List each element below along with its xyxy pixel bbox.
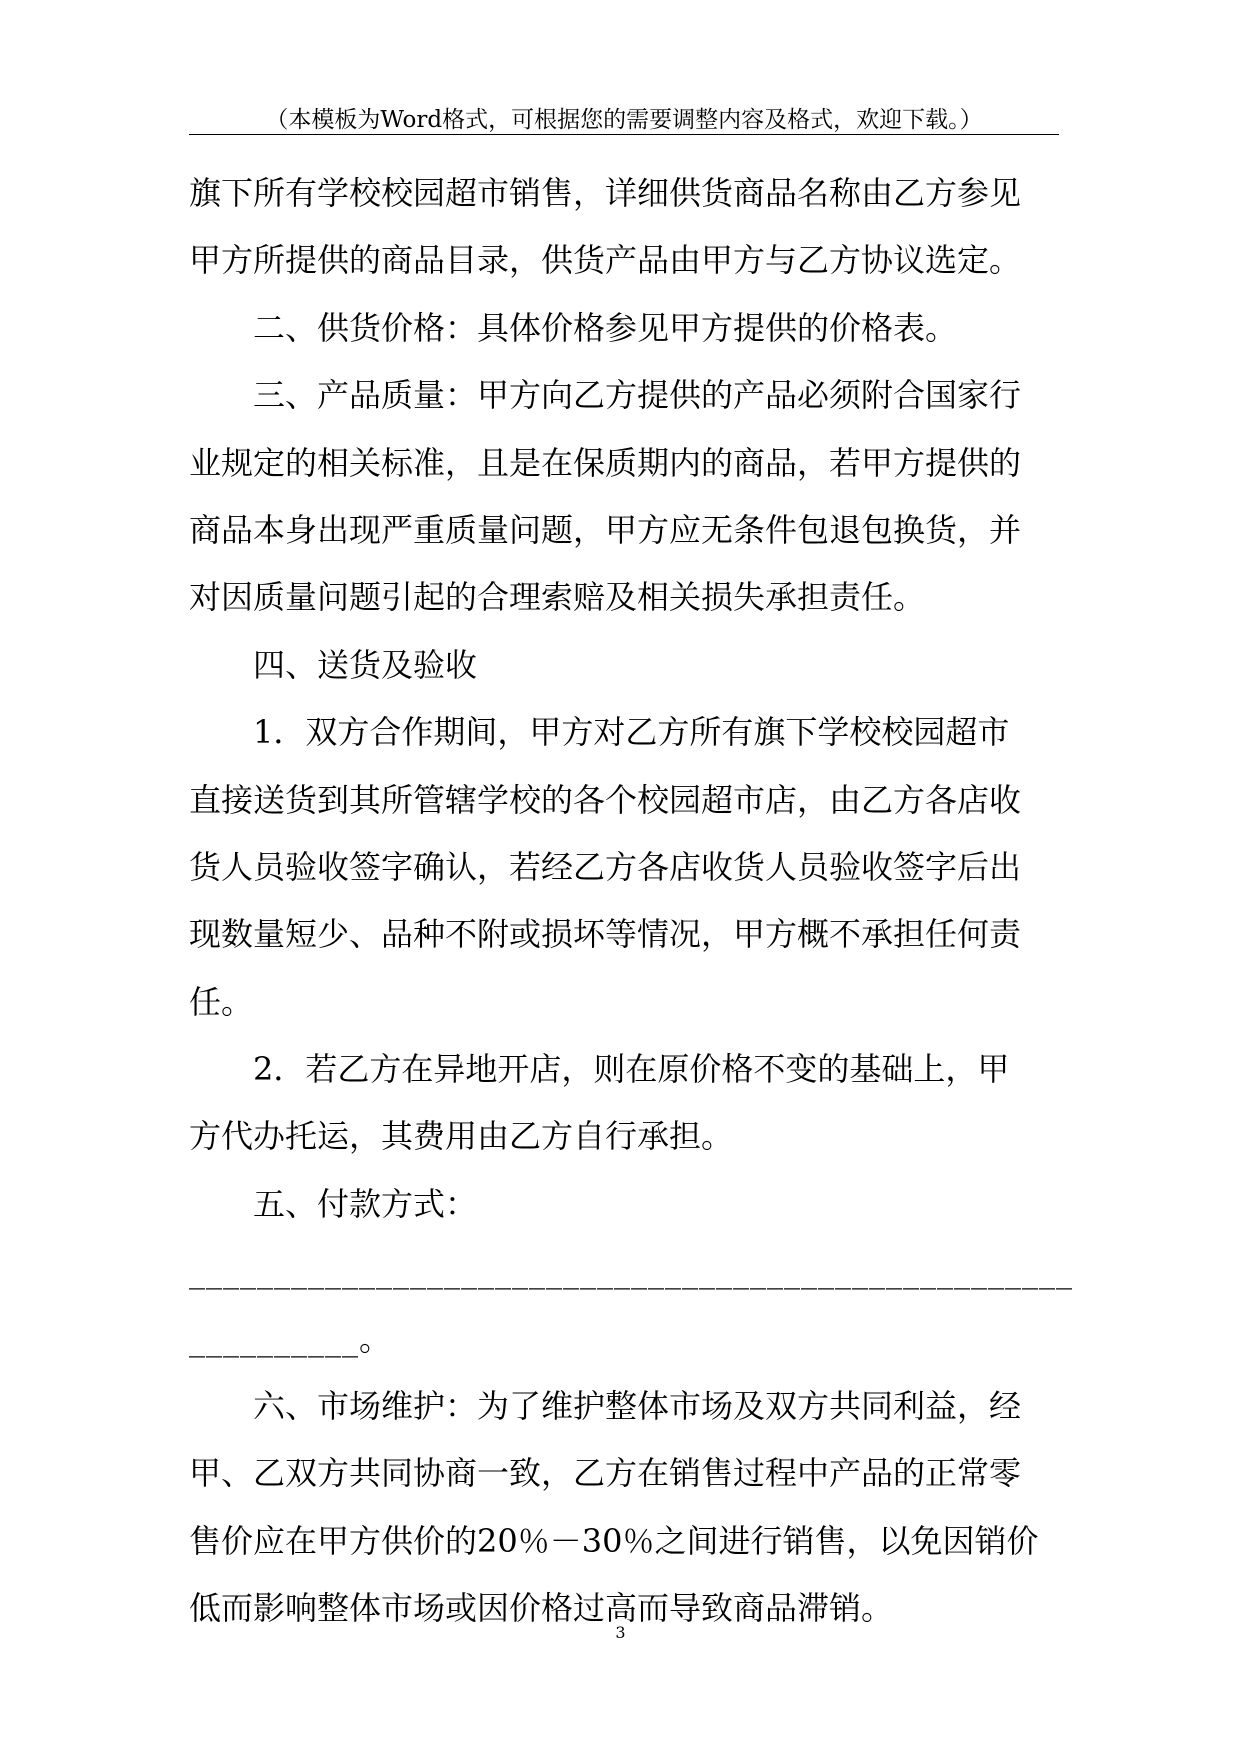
clause-item-1: 1．双方合作期间，甲方对乙方所有旗下学校校园超市: [253, 713, 1010, 752]
header-divider: [189, 134, 1059, 135]
body-line: 业规定的相关标准，且是在保质期内的商品，若甲方提供的: [189, 443, 1022, 482]
body-line: 现数量短少、品种不附或损坏等情况，甲方概不承担任何责: [189, 915, 1022, 954]
contract-body: [189, 160, 1073, 1643]
clause-item-2: 2．若乙方在异地开店，则在原价格不变的基础上，甲: [253, 1050, 1010, 1089]
body-line: 货人员验收签字确认，若经乙方各店收货人员验收签字后出: [189, 847, 1022, 886]
body-line: 方代办托运，其费用由乙方自行承担。: [189, 1117, 734, 1156]
body-line: 直接送货到其所管辖学校的各个校园超市店，由乙方各店收: [189, 780, 1022, 819]
body-line: 旗下所有学校校园超市销售，详细供货商品名称由乙方参见: [189, 174, 1022, 212]
body-line: 甲方所提供的商品目录，供货产品由甲方与乙方协议选定。: [189, 241, 1022, 280]
section-heading-supply-price: 二、供货价格：具体价格参见甲方提供的价格表。: [253, 308, 958, 347]
body-line: 商品本身出现严重质量问题，甲方应无条件包退包换货，并: [189, 510, 1022, 549]
section-heading-product-quality: 三、产品质量：甲方向乙方提供的产品必须附合国家行: [253, 376, 1022, 415]
body-line: 任。: [189, 982, 254, 1021]
payment-blank-line: ____________________________________________________: [189, 1252, 1073, 1291]
section-heading-payment: 五、付款方式：: [253, 1184, 478, 1223]
payment-blank-line-end: __________。: [189, 1319, 393, 1358]
body-line: 对因质量问题引起的合理索赔及相关损失承担责任。: [189, 578, 926, 617]
body-line: 低而影响整体市场或因价格过高而导致商品滞销。: [189, 1589, 894, 1628]
body-line: 售价应在甲方供价的20％－30％之间进行销售，以免因销价: [189, 1521, 1039, 1560]
section-heading-market-maintenance: 六、市场维护：为了维护整体市场及双方共同利益，经: [253, 1387, 1022, 1426]
template-header-note: （本模板为Word格式，可根据您的需要调整内容及格式，欢迎下载。）: [265, 107, 983, 133]
section-heading-delivery: 四、送货及验收: [253, 645, 478, 684]
body-line: 甲、乙双方共同协商一致，乙方在销售过程中产品的正常零: [189, 1454, 1022, 1493]
page-number: 3: [615, 1623, 626, 1642]
